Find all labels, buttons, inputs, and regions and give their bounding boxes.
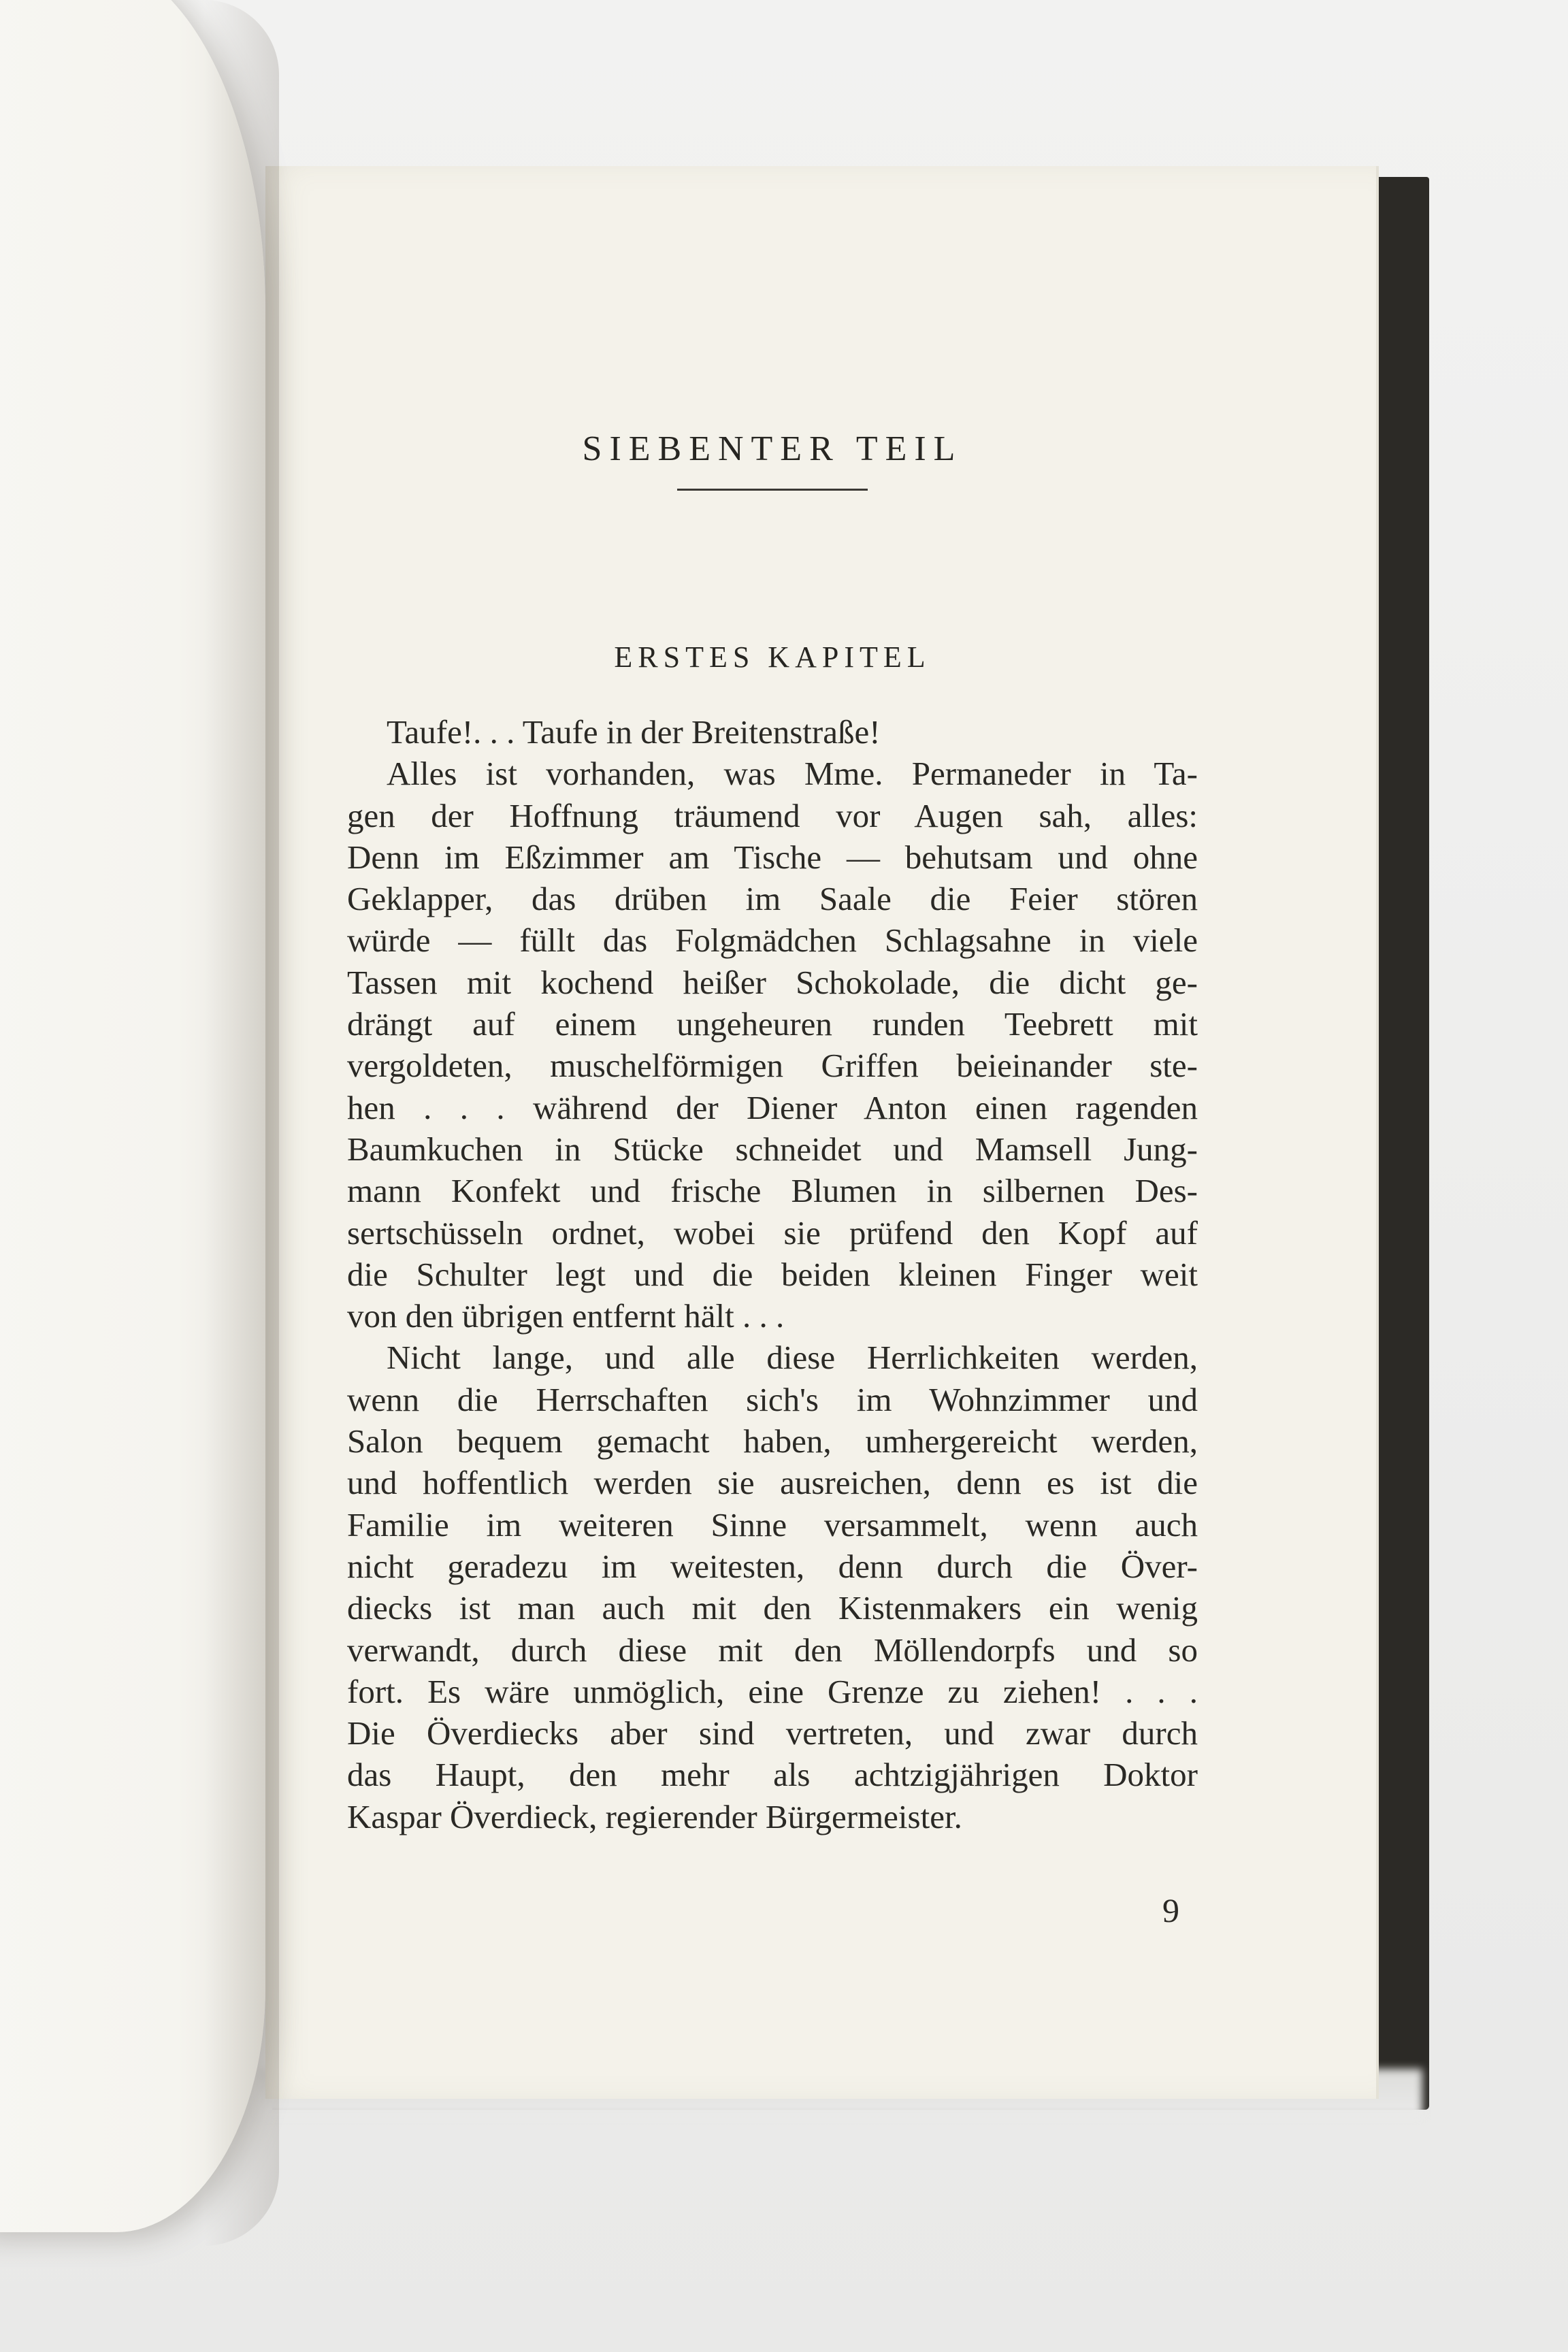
text-line: Geklapper, das drüben im Saale die Feier stören xyxy=(347,880,1198,918)
text-line: sertschüsseln ordnet, wobei sie prüfend den Kopf auf xyxy=(347,1213,1198,1252)
chapter-title: ERSTES KAPITEL xyxy=(614,640,931,674)
text-line: fort. Es wäre unmöglich, eine Grenze zu ziehen! . . . xyxy=(347,1672,1198,1710)
text-line: und hoffentlich werden sie ausreichen, denn es ist die xyxy=(347,1464,1198,1502)
text-line: wenn die Herrschaften sich's im Wohnzimmer und xyxy=(347,1380,1198,1418)
text-line: Tassen mit kochend heißer Schokolade, die dicht ge- xyxy=(347,963,1198,1001)
text-line: Familie im weiteren Sinne versammelt, wenn auch xyxy=(347,1505,1198,1544)
text-line: Alles ist vorhanden, was Mme. Permaneder in Ta- xyxy=(387,755,1198,793)
body-text xyxy=(347,711,1198,1838)
text-line: Baumkuchen in Stücke schneidet und Mamsell Jung- xyxy=(347,1130,1198,1168)
text-line: die Schulter legt und die beiden kleinen Finger weit xyxy=(347,1255,1198,1293)
text-line: verwandt, durch diese mit den Möllendorpfs und so xyxy=(347,1631,1198,1669)
text-line: drängt auf einem ungeheuren runden Teebrett mit xyxy=(347,1005,1198,1043)
text-line: würde — füllt das Folgmädchen Schlagsahne in viele xyxy=(347,921,1198,960)
text-line: Die Överdiecks aber sind vertreten, und zwar durch xyxy=(347,1714,1198,1752)
text-line: gen der Hoffnung träumend vor Augen sah, alles: xyxy=(347,796,1198,834)
text-line: Salon bequem gemacht haben, umhergereicht werden, xyxy=(347,1422,1198,1460)
text-line: vergoldeten, muschelförmigen Griffen beieinander ste- xyxy=(347,1047,1198,1085)
text-line: diecks ist man auch mit den Kistenmakers ein wenig xyxy=(347,1589,1198,1627)
text-line: das Haupt, den mehr als achtzigjährigen Doktor xyxy=(347,1756,1198,1794)
text-line: hen . . . während der Diener Anton einen ragenden xyxy=(347,1088,1198,1126)
text-line: von den übrigen entfernt hält . . . xyxy=(347,1297,785,1335)
text-line: Denn im Eßzimmer am Tische — behutsam und ohne xyxy=(347,838,1198,876)
text-line: Nicht lange, und alle diese Herrlichkeiten werden, xyxy=(387,1339,1198,1377)
text-line: Kaspar Överdieck, regierender Bürgermeister. xyxy=(347,1797,962,1835)
part-title: SIEBENTER TEIL xyxy=(582,429,963,468)
page-number: 9 xyxy=(1162,1891,1179,1929)
left-page xyxy=(0,0,265,2232)
text-line: mann Konfekt und frische Blumen in silbernen Des- xyxy=(347,1172,1198,1210)
text-line: nicht geradezu im weitesten, denn durch die Över- xyxy=(347,1547,1198,1585)
title-rule xyxy=(677,489,868,491)
text-line: Taufe!. . . Taufe in der Breitenstraße! xyxy=(387,713,881,751)
